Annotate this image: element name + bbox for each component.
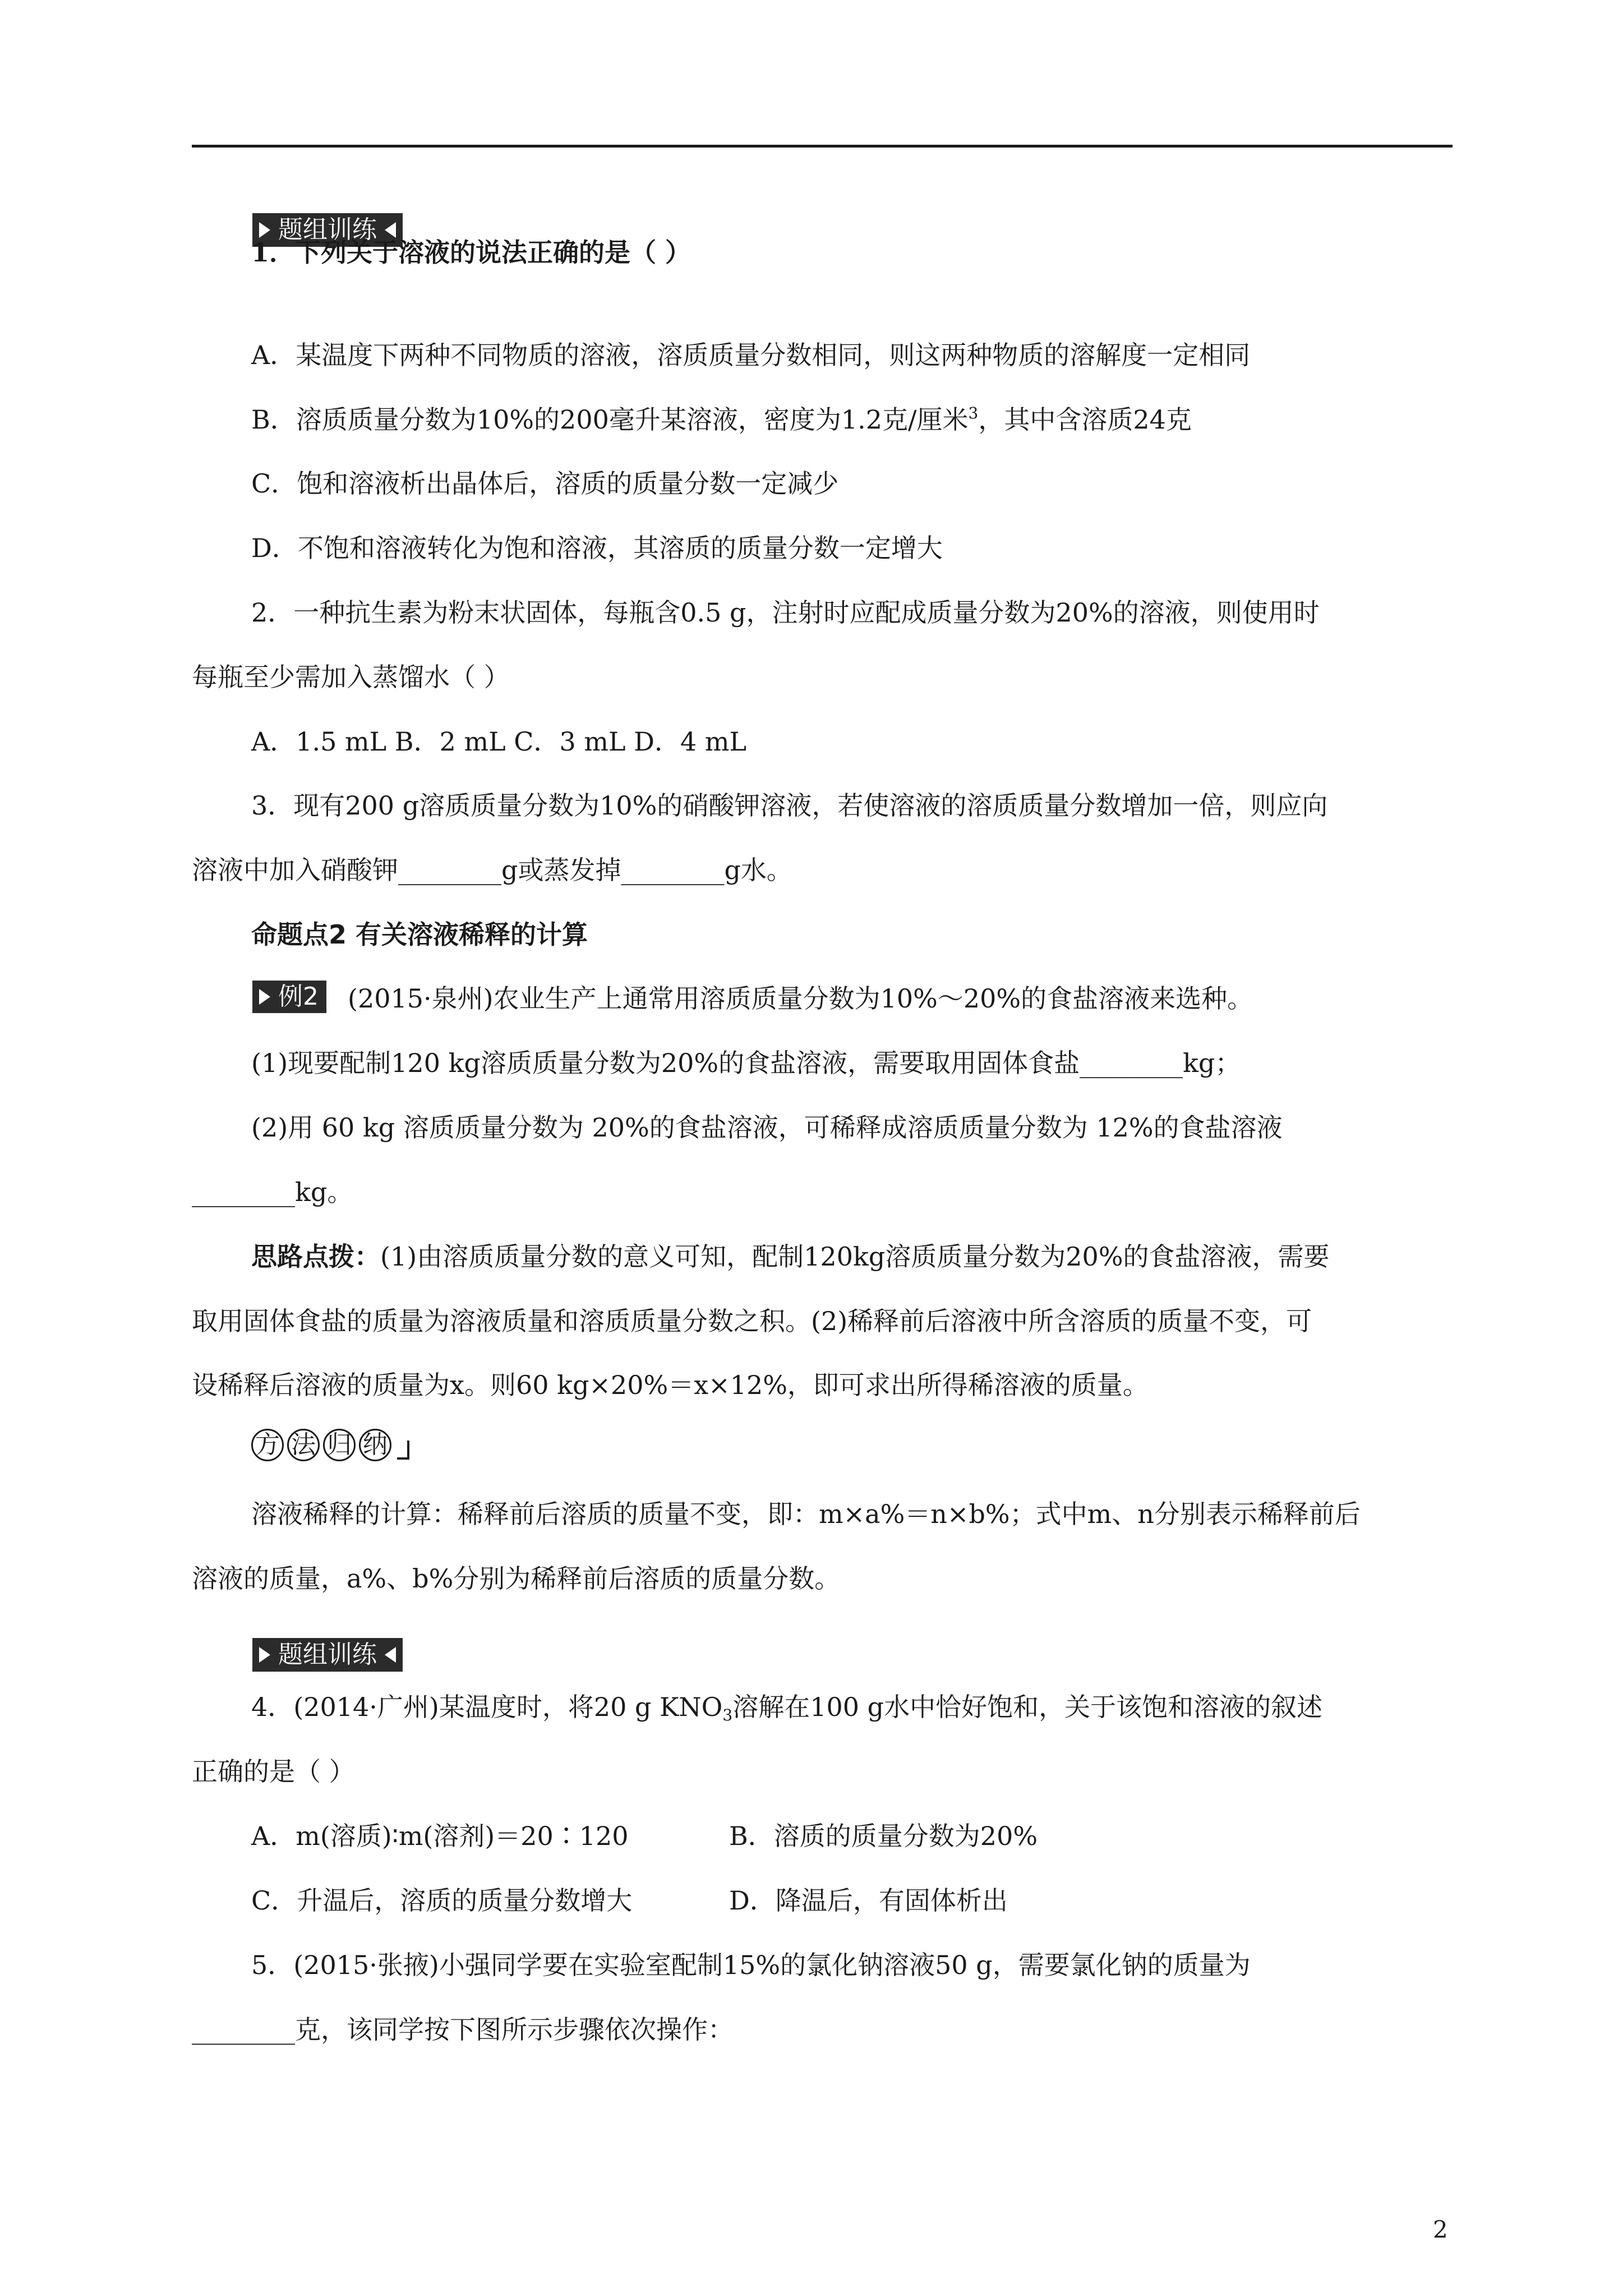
method-line1: 溶液稀释的计算：稀释前后溶质的质量不变，即：m×a%＝n×b%；式中m、n分别表示稀释前后 [251,1499,1361,1529]
q5-line2: ________克，该同学按下图所示步骤依次操作： [192,2014,734,2045]
method-summary-badge [251,1427,409,1463]
hint-line3: 设稀释后溶液的质量为x。则60 kg×20%＝x×12%，即可求出所得稀溶液的质量。 [192,1370,1149,1400]
q4-option-b: B．溶质的质量分数为20% [729,1821,1038,1851]
q4-option-c: C．升温后，溶质的质量分数增大 [251,1885,633,1916]
q2-line2: 每瓶至少需加入蒸馏水（ ） [192,662,510,692]
triangle-left-icon [385,1647,396,1663]
q1-option-c: C．饱和溶液析出晶体后，溶质的质量分数一定减少 [251,468,839,499]
hook-arrow-icon [397,1441,409,1460]
q3-line1: 3．现有200 g溶质质量分数为10%的硝酸钾溶液，若使溶液的溶质质量分数增加一倍，则应向 [251,790,1328,821]
header-rule [192,145,1453,148]
section-tag-label: 题组训练 [278,215,377,244]
triangle-right-icon [259,989,270,1005]
topic-heading: 命题点2 有关溶液稀释的计算 [251,919,588,950]
q1-option-d: D．不饱和溶液转化为饱和溶液，其溶质的质量分数一定增大 [251,533,943,563]
method-char: 方 [251,1429,284,1461]
example2-stem: (2015·泉州)农业生产上通常用溶质质量分数为10%～20%的食盐溶液来选种。 [348,983,1253,1014]
method-char: 纳 [359,1429,391,1461]
hint-label: 思路点拨： [251,1241,380,1272]
example2-part1: (1)现要配制120 kg溶质质量分数为20%的食盐溶液，需要取用固体食盐________kg； [251,1048,1241,1078]
method-line2: 溶液的质量，a%、b%分别为稀释前后溶质的质量分数。 [192,1563,841,1594]
section-tag-label: 题组训练 [278,1640,377,1669]
q1-option-a: A．某温度下两种不同物质的溶液，溶质质量分数相同，则这两种物质的溶解度一定相同 [251,340,1251,370]
example-tag-label: 例2 [278,982,319,1011]
q4-option-d: D．降温后，有固体析出 [729,1885,1008,1916]
q2-line1: 2．一种抗生素为粉末状固体，每瓶含0.5 g，注射时应配成质量分数为20%的溶液，则使用时 [251,597,1320,628]
q5-line1: 5．(2015·张掖)小强同学要在实验室配制15%的氯化钠溶液50 g，需要氯化钠的质量为 [251,1950,1251,1980]
example2-part2-line2: ________kg。 [192,1177,353,1207]
q3-line2: 溶液中加入硝酸钾________g或蒸发掉________g水。 [192,855,792,885]
q4-line1: 4．(2014·广州)某温度时，将20 g $KNO_3$溶解在100 g水中恰好饱和，关于该饱和溶液的叙述 [251,1692,1323,1724]
page-number: 2 [1433,2216,1448,2243]
q4-line2: 正确的是（ ） [192,1756,355,1787]
q1-option-b: B．溶质质量分数为10%的200毫升某溶液，密度为1.2克/厘米$^3$，其中含溶质24克 [251,404,1192,435]
q1-stem: 1．下列关于溶液的说法正确的是（ ） [251,237,691,268]
method-char: 法 [287,1429,320,1461]
method-char: 归 [323,1429,356,1461]
hint-line1: 思路点拨：(1)由溶质质量分数的意义可知，配制120kg溶质质量分数为20%的食盐溶液，需要 [251,1241,1330,1272]
hint-line2: 取用固体食盐的质量为溶液质量和溶质质量分数之积。(2)稀释前后溶液中所含溶质的质量不变，可 [192,1306,1312,1336]
q2-options: A．1.5 mL B．2 mL C．3 mL D．4 mL [251,726,747,757]
triangle-right-icon [259,1647,270,1663]
example-tag [252,981,326,1013]
section-tag-practice [252,1638,403,1672]
example2-part2-line1: (2)用 60 kg 溶质质量分数为 20%的食盐溶液，可稀释成溶质质量分数为 12%的食盐溶液 [251,1112,1283,1143]
q4-option-a: A．m(溶质)∶m(溶剂)＝20∶120 [251,1821,629,1851]
